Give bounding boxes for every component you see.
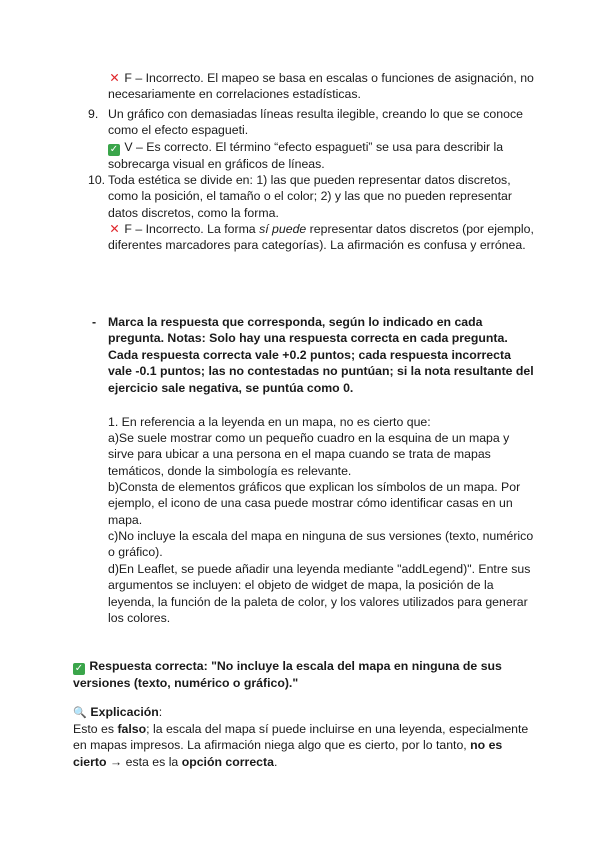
- item9-answer-text: – Es correcto. El término “efecto espagueti” se usa para describir la sobrecarga visual en gráficos de líneas.: [108, 140, 504, 171]
- explanation-colon: :: [158, 705, 163, 719]
- explanation-heading: [73, 704, 533, 721]
- item10-answer-after: representar datos discretos (por ejemplo, diferentes marcadores para categorías). La afirmación es confusa y errónea.: [108, 222, 534, 253]
- item10-number: 10.: [88, 173, 106, 187]
- correct-answer-text: Respuesta correcta: "No incluye la escala del mapa en ninguna de sus versiones (texto, numérico o gráfico).": [73, 659, 502, 690]
- explanation-not-true: no es cierto: [73, 738, 503, 769]
- item9-number: 9.: [88, 107, 99, 121]
- item9-answer: [108, 139, 536, 172]
- question1-option-d: d)En Leaflet, se puede añadir una leyenda mediante "addLegend)". Entre sus argumentos se incluyen: el objeto de widget de mapa, la posición de la leyenda, la función de la paleta de color, y los valores utilizados para generar los colores.: [108, 562, 531, 626]
- item9-question: Un gráfico con demasiadas líneas resulta ilegible, creando lo que se conoce como el efecto espagueti.: [108, 107, 523, 138]
- explanation-p1: Esto es: [73, 722, 118, 736]
- check-mark-icon: ✓: [109, 144, 119, 155]
- explanation-p3: ; la escala del mapa sí puede incluirse en una leyenda, especialmente en mapas impresos. La afirmación niega algo que es cierto, por lo tanto,: [73, 722, 529, 753]
- item10-question: Toda estética se divide en: 1) las que pueden representar datos discretos, como la posición, el tamaño o el color; 2) y las que no pueden representar datos discretos, como la forma.: [108, 173, 512, 220]
- explanation-correct-option: opción correcta: [181, 754, 274, 769]
- explanation-text: [73, 721, 533, 770]
- explanation-p7: .: [273, 754, 278, 769]
- item9-mark: V: [124, 140, 133, 154]
- explanation-p5: → esta es la: [106, 754, 182, 769]
- instructions-text: Marca la respuesta que corresponda, según lo indicado en cada pregunta. Notas: Solo hay una respuesta correcta en cada pregunta. Cada respuesta correcta vale +0.2 puntos; cada respuesta incorrecta vale -0.1 puntos; las no contestadas no puntúan; si la nota resultante del ejercicio sale negativa, se puntúa como 0.: [108, 315, 534, 395]
- item8-answer: [108, 70, 536, 103]
- item10-mark: F: [124, 222, 132, 236]
- question1-option-a: a)Se suele mostrar como un pequeño cuadro en la esquina de un mapa y sirve para ubicar a una persona en el mapa cuando se trata de mapas temáticos, donde la simbología es relevante.: [108, 431, 510, 478]
- question1-stem: 1. En referencia a la leyenda en un mapa, no es cierto que:: [108, 415, 431, 429]
- explanation-false: falso: [117, 722, 147, 736]
- check-mark-icon: ✓: [74, 663, 84, 674]
- instructions-bullet: -: [92, 315, 97, 329]
- item10-answer-before: – Incorrecto. La forma: [135, 222, 260, 236]
- item8-mark: F: [124, 71, 132, 85]
- item10-answer-italic: sí puede: [259, 222, 307, 236]
- item8-answer-text: – Incorrecto. El mapeo se basa en escalas o funciones de asignación, no necesariamente en correlaciones estadísticas.: [108, 71, 534, 102]
- cross-mark-icon: ✕: [109, 222, 120, 236]
- explanation-label: Explicación: [90, 705, 159, 719]
- question1-option-c: c)No incluye la escala del mapa en ninguna de sus versiones (texto, numérico o gráfico).: [108, 529, 534, 560]
- correct-answer: [73, 658, 533, 691]
- cross-mark-icon: ✕: [109, 71, 120, 85]
- question1-option-b: b)Consta de elementos gráficos que explican los símbolos de un mapa. Por ejemplo, el icono de una casa puede mostrar cómo identificar casas en un mapa.: [108, 480, 521, 527]
- magnifier-icon: 🔍: [73, 707, 87, 719]
- item10-answer: [108, 221, 536, 254]
